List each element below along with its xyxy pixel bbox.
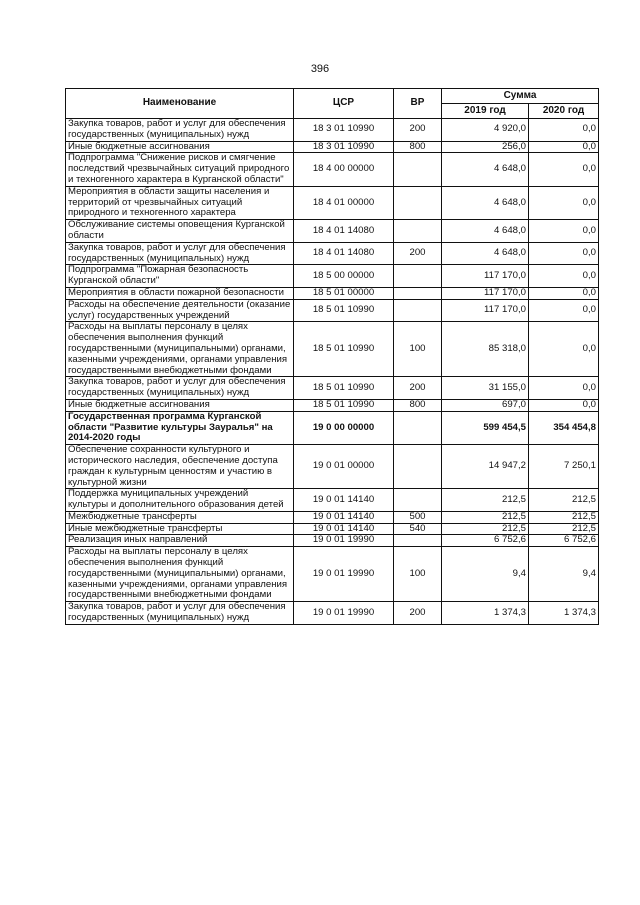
cell-csr: 18 5 01 00000	[294, 287, 394, 299]
cell-vr: 100	[394, 547, 442, 602]
table-row	[66, 399, 599, 411]
cell-v2019: 212,5	[442, 523, 529, 535]
cell-vr	[394, 489, 442, 512]
cell-vr	[394, 153, 442, 186]
cell-name: Обслуживание системы оповещения Курганской области	[66, 220, 294, 243]
cell-csr: 19 0 00 00000	[294, 411, 394, 444]
cell-vr	[394, 220, 442, 243]
cell-csr: 18 5 01 10990	[294, 299, 394, 322]
cell-v2019: 256,0	[442, 141, 529, 153]
cell-name: Обеспечение сохранности культурного и исторического наследия, обеспечение доступа граждан к культурным ценностям и участию в культурной жизни	[66, 445, 294, 489]
cell-name: Закупка товаров, работ и услуг для обеспечения государственных (муниципальных) нужд	[66, 119, 294, 142]
cell-name: Мероприятия в области защиты населения и территорий от чрезвычайных ситуаций природного и техногенного характера	[66, 186, 294, 219]
cell-v2020: 7 250,1	[529, 445, 599, 489]
cell-v2019: 599 454,5	[442, 411, 529, 444]
table-body	[66, 119, 599, 625]
cell-csr: 18 5 01 10990	[294, 322, 394, 377]
cell-v2019: 117 170,0	[442, 265, 529, 288]
cell-csr: 18 5 01 10990	[294, 399, 394, 411]
cell-vr	[394, 535, 442, 547]
cell-v2019: 14 947,2	[442, 445, 529, 489]
cell-name: Межбюджетные трансферты	[66, 511, 294, 523]
cell-vr	[394, 265, 442, 288]
cell-csr: 18 5 01 10990	[294, 377, 394, 400]
header-2020: 2020 год	[529, 104, 599, 119]
cell-csr: 19 0 01 00000	[294, 445, 394, 489]
table-row	[66, 299, 599, 322]
header-vr: ВР	[394, 89, 442, 119]
cell-name: Реализация иных направлений	[66, 535, 294, 547]
table-header	[66, 89, 599, 119]
cell-vr: 200	[394, 377, 442, 400]
cell-v2019: 9,4	[442, 547, 529, 602]
table-row	[66, 242, 599, 265]
table-row	[66, 523, 599, 535]
cell-v2020: 0,0	[529, 299, 599, 322]
cell-name: Иные межбюджетные трансферты	[66, 523, 294, 535]
cell-v2019: 31 155,0	[442, 377, 529, 400]
cell-v2019: 212,5	[442, 511, 529, 523]
cell-csr: 19 0 01 14140	[294, 489, 394, 512]
cell-csr: 18 4 01 14080	[294, 242, 394, 265]
cell-csr: 19 0 01 14140	[294, 523, 394, 535]
cell-csr: 18 3 01 10990	[294, 141, 394, 153]
header-csr: ЦСР	[294, 89, 394, 119]
cell-csr: 18 4 00 00000	[294, 153, 394, 186]
header-2019: 2019 год	[442, 104, 529, 119]
cell-v2020: 0,0	[529, 399, 599, 411]
cell-name: Закупка товаров, работ и услуг для обеспечения государственных (муниципальных) нужд	[66, 377, 294, 400]
cell-name: Поддержка муниципальных учреждений культуры и дополнительного образования детей	[66, 489, 294, 512]
cell-v2019: 4 648,0	[442, 220, 529, 243]
table-row	[66, 265, 599, 288]
cell-vr	[394, 186, 442, 219]
cell-name: Расходы на выплаты персоналу в целях обеспечения выполнения функций государственными (муниципальными) органами, казенными учреждениями, органами управления государственными внебюджетными фондами	[66, 547, 294, 602]
cell-v2020: 0,0	[529, 377, 599, 400]
cell-csr: 18 4 01 14080	[294, 220, 394, 243]
cell-v2020: 212,5	[529, 523, 599, 535]
cell-name: Закупка товаров, работ и услуг для обеспечения государственных (муниципальных) нужд	[66, 602, 294, 625]
cell-v2020: 0,0	[529, 186, 599, 219]
cell-v2020: 0,0	[529, 220, 599, 243]
cell-vr	[394, 411, 442, 444]
cell-v2019: 117 170,0	[442, 287, 529, 299]
header-sum: Сумма	[442, 89, 599, 104]
cell-v2019: 212,5	[442, 489, 529, 512]
cell-vr: 200	[394, 119, 442, 142]
cell-v2020: 0,0	[529, 119, 599, 142]
cell-vr: 200	[394, 602, 442, 625]
table-row	[66, 322, 599, 377]
table-row	[66, 119, 599, 142]
cell-vr: 540	[394, 523, 442, 535]
cell-v2019: 4 920,0	[442, 119, 529, 142]
cell-csr: 19 0 01 14140	[294, 511, 394, 523]
cell-csr: 18 3 01 10990	[294, 119, 394, 142]
table-row	[66, 445, 599, 489]
cell-v2019: 1 374,3	[442, 602, 529, 625]
cell-name: Подпрограмма "Снижение рисков и смягчение последствий чрезвычайных ситуаций природного и техногенного характера в Курганской области"	[66, 153, 294, 186]
cell-name: Подпрограмма "Пожарная безопасность Курганской области"	[66, 265, 294, 288]
budget-table	[65, 88, 599, 625]
cell-vr: 800	[394, 141, 442, 153]
cell-name: Государственная программа Курганской области "Развитие культуры Зауралья" на 2014-2020 годы	[66, 411, 294, 444]
cell-v2020: 0,0	[529, 287, 599, 299]
cell-name: Закупка товаров, работ и услуг для обеспечения государственных (муниципальных) нужд	[66, 242, 294, 265]
cell-name: Расходы на выплаты персоналу в целях обеспечения выполнения функций государственными (муниципальными) органами, казенными учреждениями, органами управления государственными внебюджетными фондами	[66, 322, 294, 377]
table-row	[66, 489, 599, 512]
cell-vr: 500	[394, 511, 442, 523]
table-row	[66, 186, 599, 219]
cell-csr: 19 0 01 19990	[294, 535, 394, 547]
cell-v2019: 697,0	[442, 399, 529, 411]
cell-v2020: 212,5	[529, 489, 599, 512]
cell-name: Мероприятия в области пожарной безопасности	[66, 287, 294, 299]
cell-csr: 18 5 00 00000	[294, 265, 394, 288]
table-row	[66, 547, 599, 602]
table-row	[66, 511, 599, 523]
cell-v2019: 4 648,0	[442, 242, 529, 265]
cell-v2020: 0,0	[529, 242, 599, 265]
cell-v2019: 117 170,0	[442, 299, 529, 322]
table-row	[66, 602, 599, 625]
cell-vr	[394, 299, 442, 322]
cell-vr: 100	[394, 322, 442, 377]
cell-vr: 800	[394, 399, 442, 411]
cell-csr: 18 4 01 00000	[294, 186, 394, 219]
cell-vr	[394, 287, 442, 299]
cell-v2020: 0,0	[529, 265, 599, 288]
cell-name: Расходы на обеспечение деятельности (оказание услуг) государственных учреждений	[66, 299, 294, 322]
cell-name: Иные бюджетные ассигнования	[66, 399, 294, 411]
cell-v2019: 6 752,6	[442, 535, 529, 547]
table-row	[66, 220, 599, 243]
cell-vr	[394, 445, 442, 489]
cell-name: Иные бюджетные ассигнования	[66, 141, 294, 153]
cell-v2020: 0,0	[529, 322, 599, 377]
cell-v2019: 85 318,0	[442, 322, 529, 377]
cell-v2020: 212,5	[529, 511, 599, 523]
cell-v2019: 4 648,0	[442, 153, 529, 186]
cell-csr: 19 0 01 19990	[294, 547, 394, 602]
table-row	[66, 141, 599, 153]
table-row	[66, 377, 599, 400]
cell-vr: 200	[394, 242, 442, 265]
cell-csr: 19 0 01 19990	[294, 602, 394, 625]
table-row	[66, 411, 599, 444]
cell-v2020: 0,0	[529, 153, 599, 186]
cell-v2020: 1 374,3	[529, 602, 599, 625]
table-row	[66, 153, 599, 186]
table-row	[66, 535, 599, 547]
table-row	[66, 287, 599, 299]
cell-v2020: 6 752,6	[529, 535, 599, 547]
page-number: 396	[310, 63, 330, 75]
cell-v2020: 0,0	[529, 141, 599, 153]
cell-v2020: 354 454,8	[529, 411, 599, 444]
header-name: Наименование	[66, 89, 294, 119]
cell-v2020: 9,4	[529, 547, 599, 602]
cell-v2019: 4 648,0	[442, 186, 529, 219]
